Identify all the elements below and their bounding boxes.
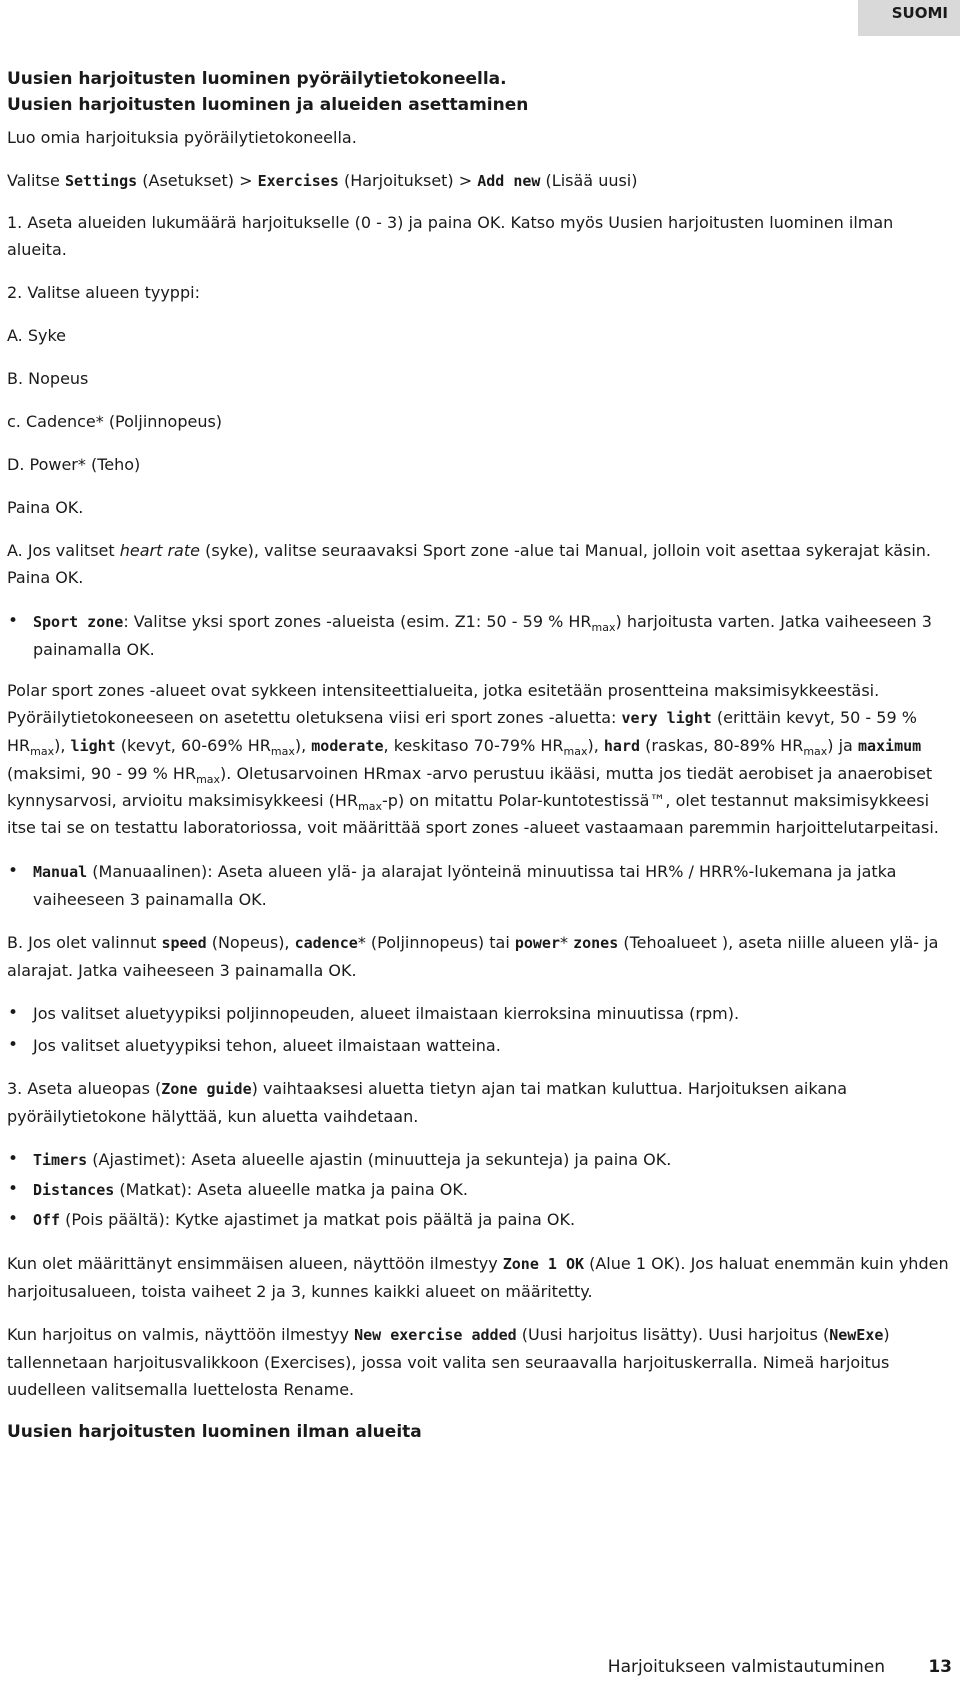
section-heading-no-zones: Uusien harjoitusten luominen ilman alueita [7, 1422, 422, 1442]
navigation-path: Valitse Settings (Asetukset) > Exercises (Harjoitukset) > Add new (Lisää uusi) [7, 171, 638, 190]
step-2: 2. Valitse alueen tyyppi: [7, 283, 200, 302]
section-heading: Uusien harjoitusten luominen ja alueiden asettaminen [7, 95, 529, 115]
option-b-list [7, 1000, 952, 1059]
sport-zone-list [7, 608, 952, 663]
ui-add-new: Add new [477, 172, 541, 190]
ui-settings: Settings [64, 172, 138, 190]
manual-page-content [7, 66, 952, 1445]
zone-guide-list [7, 1146, 952, 1234]
manual-list [7, 858, 952, 913]
language-tab: SUOMI [858, 0, 960, 36]
exercise-added-paragraph: Kun harjoitus on valmis, näyttöön ilmestyy New exercise added (Uusi harjoitus lisätty). Uusi harjoitus (NewExe) tallennetaan harjoitusvalikkoon (Exercises), jossa voit valita sen seuraavalla harjoituskerralla. Nimeä harjoitus uudelleen valitsemalla luettelosta Rename. [7, 1325, 890, 1399]
list-item: • Timers (Ajastimet): Aseta alueelle ajastin (minuutteja ja sekunteja) ja paina OK. [7, 1146, 952, 1174]
list-item: • Jos valitset aluetyypiksi tehon, alueet ilmaistaan watteina. [7, 1032, 952, 1059]
page-footer [0, 1654, 960, 1678]
list-item: • Manual (Manuaalinen): Aseta alueen ylä- ja alarajat lyönteinä minuutissa tai HR% / HRR%-lukemana ja jatka vaiheeseen 3 painamalla OK. [7, 858, 952, 913]
press-ok: Paina OK. [7, 498, 84, 517]
zone-type-c: c. Cadence* (Poljinnopeus) [7, 412, 223, 431]
footer-section-title: Harjoitukseen valmistautuminen [607, 1657, 885, 1677]
zone-type-a: A. Syke [7, 326, 66, 345]
zone-type-d: D. Power* (Teho) [7, 455, 141, 474]
zone-type-b: B. Nopeus [7, 369, 89, 388]
zone-ok-paragraph: Kun olet määrittänyt ensimmäisen alueen, näyttöön ilmestyy Zone 1 OK (Alue 1 OK). Jos haluat enemmän kuin yhden harjoitusalueen, toista vaiheet 2 ja 3, kunnes kaikki alueet on määritetty. [7, 1254, 949, 1301]
option-a-paragraph: A. Jos valitset heart rate (syke), valitse seuraavaksi Sport zone -alue tai Manual, jolloin voit asettaa sykerajat käsin. Paina OK. [7, 541, 932, 587]
list-item: • Jos valitset aluetyypiksi poljinnopeuden, alueet ilmaistaan kierroksina minuutissa (rpm). [7, 1000, 952, 1027]
step-3: 3. Aseta alueopas (Zone guide) vaihtaaksesi aluetta tietyn ajan tai matkan kuluttua. Harjoituksen aikana pyöräilytietokone hälyttää, kun aluetta vaihdetaan. [7, 1079, 848, 1126]
list-item: • Sport zone: Valitse yksi sport zones -alueista (esim. Z1: 50 - 59 % $HR_{max}$) harjoitusta varten. Jatka vaiheeseen 3 painamalla OK. [7, 608, 952, 663]
polar-zones-paragraph: Polar sport zones -alueet ovat sykkeen intensiteettialueita, jotka esitetään prosentteina maksimisykkeestäsi. Pyöräilytietokoneeseen on asetettu oletuksena viisi eri sport zones -aluetta: very light (erittäin kevyt, 50 - 59 % $HR_{max}$), light (kevyt, 60-69% $HR_{max}$), moderate, keskitaso 70-79% $HR_{max}$), hard (raskas, 80-89% $HR_{max}$) ja maximum (maksimi, 90 - 99 % $HR_{max}$). Oletusarvoinen HRmax -arvo perustuu ikääsi, mutta jos tiedät aerobiset ja anaerobiset kynnysarvosi, arvioitu maksimisykkeesi $(HR_{max}-p)$ on mitattu Polar-kuntotestissä™, olet testannut maksimisykkeesi itse tai se on testattu laboratoriossa, voit määrittää sport zones -alueet vastaamaan paremmin harjoittelutarpeitasi. [7, 681, 939, 837]
list-item: • Distances (Matkat): Aseta alueelle matka ja paina OK. [7, 1176, 952, 1204]
intro-paragraph: Luo omia harjoituksia pyöräilytietokoneella. [7, 128, 357, 147]
option-b-paragraph: B. Jos olet valinnut speed (Nopeus), cadence* (Poljinnopeus) tai power* zones (Tehoalueet ), aseta niille alueen ylä- ja alarajat. Jatka vaiheeseen 3 painamalla OK. [7, 933, 939, 980]
list-item: • Off (Pois päältä): Kytke ajastimet ja matkat pois päältä ja paina OK. [7, 1206, 952, 1234]
step-1: 1. Aseta alueiden lukumäärä harjoitukselle (0 - 3) ja paina OK. Katso myös Uusien harjoitusten luominen ilman alueita. [7, 213, 894, 259]
page-title: Uusien harjoitusten luominen pyöräilytietokoneella. [7, 69, 507, 89]
ui-exercises: Exercises [257, 172, 339, 190]
page-number: 13 [928, 1657, 952, 1677]
